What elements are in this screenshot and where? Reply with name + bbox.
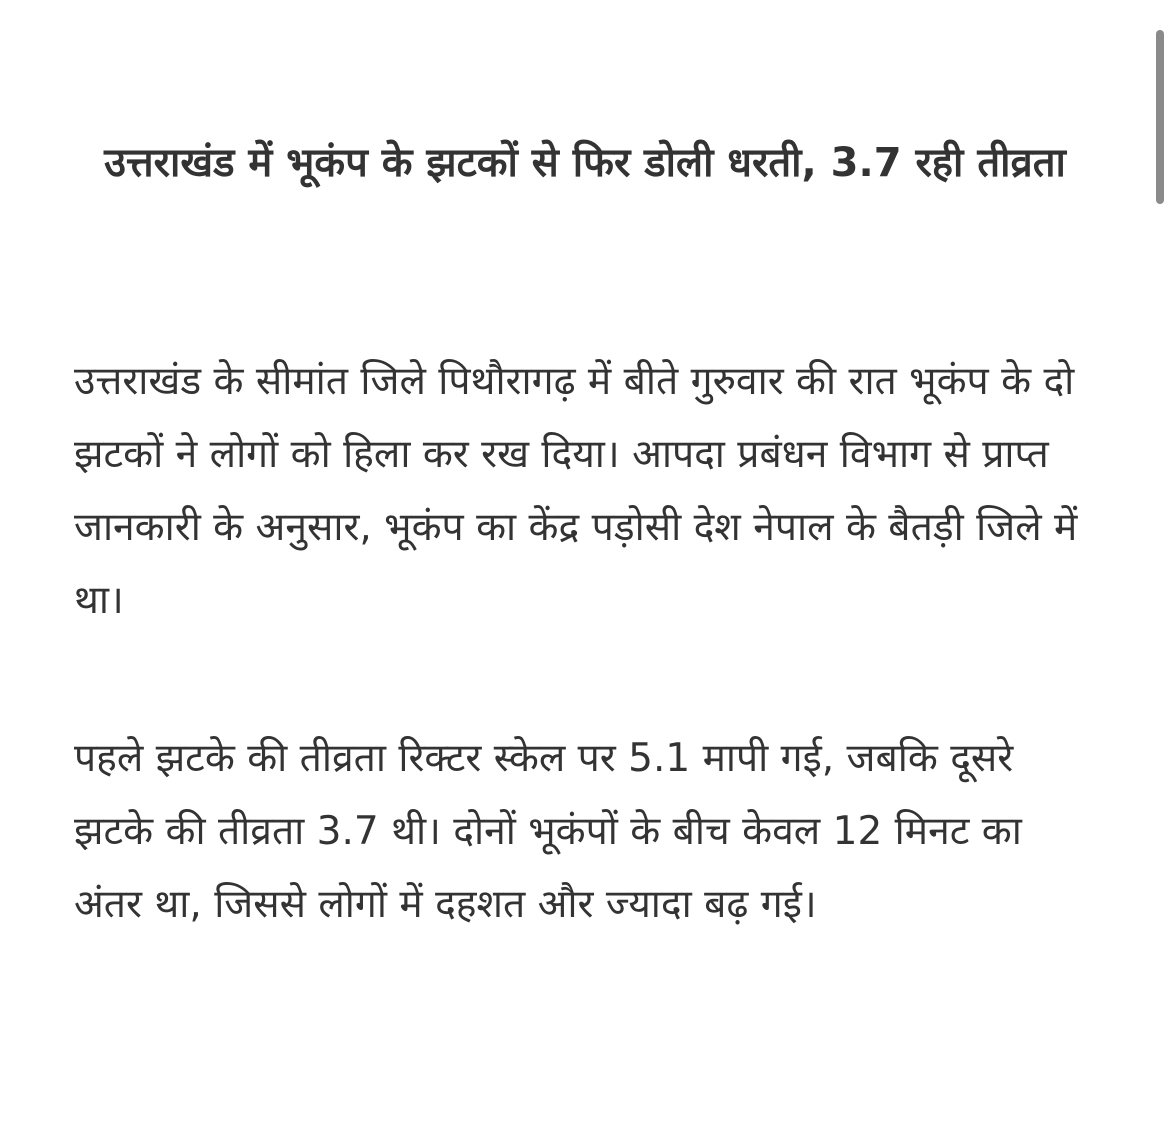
article-headline: उत्तराखंड में भूकंप के झटकों से फिर डोली धरती, 3.7 रही तीव्रता — [104, 140, 1066, 186]
article-paragraph-1: उत्तराखंड के सीमांत जिले पिथौरागढ़ में बीते गुरुवार की रात भूकंप के दो झटकों ने लोगों को हिला कर रख दिया। आपदा प्रबंधन विभाग से प्राप्त जानकारी के अनुसार, भूकंप का केंद्र पड़ोसी देश नेपाल के बैतड़ी जिले में था। — [74, 359, 1078, 623]
scrollbar[interactable] — [1156, 30, 1164, 204]
scrollbar-thumb[interactable] — [1156, 30, 1164, 204]
article-paragraph-2: पहले झटके की तीव्रता रिक्टर स्केल पर 5.1 मापी गई, जबकि दूसरे झटके की तीव्रता 3.7 थी। दोनों भूकंपों के बीच केवल 12 मिनट का अंतर था, जिससे लोगों में दहशत और ज्यादा बढ़ गई। — [74, 736, 1022, 927]
